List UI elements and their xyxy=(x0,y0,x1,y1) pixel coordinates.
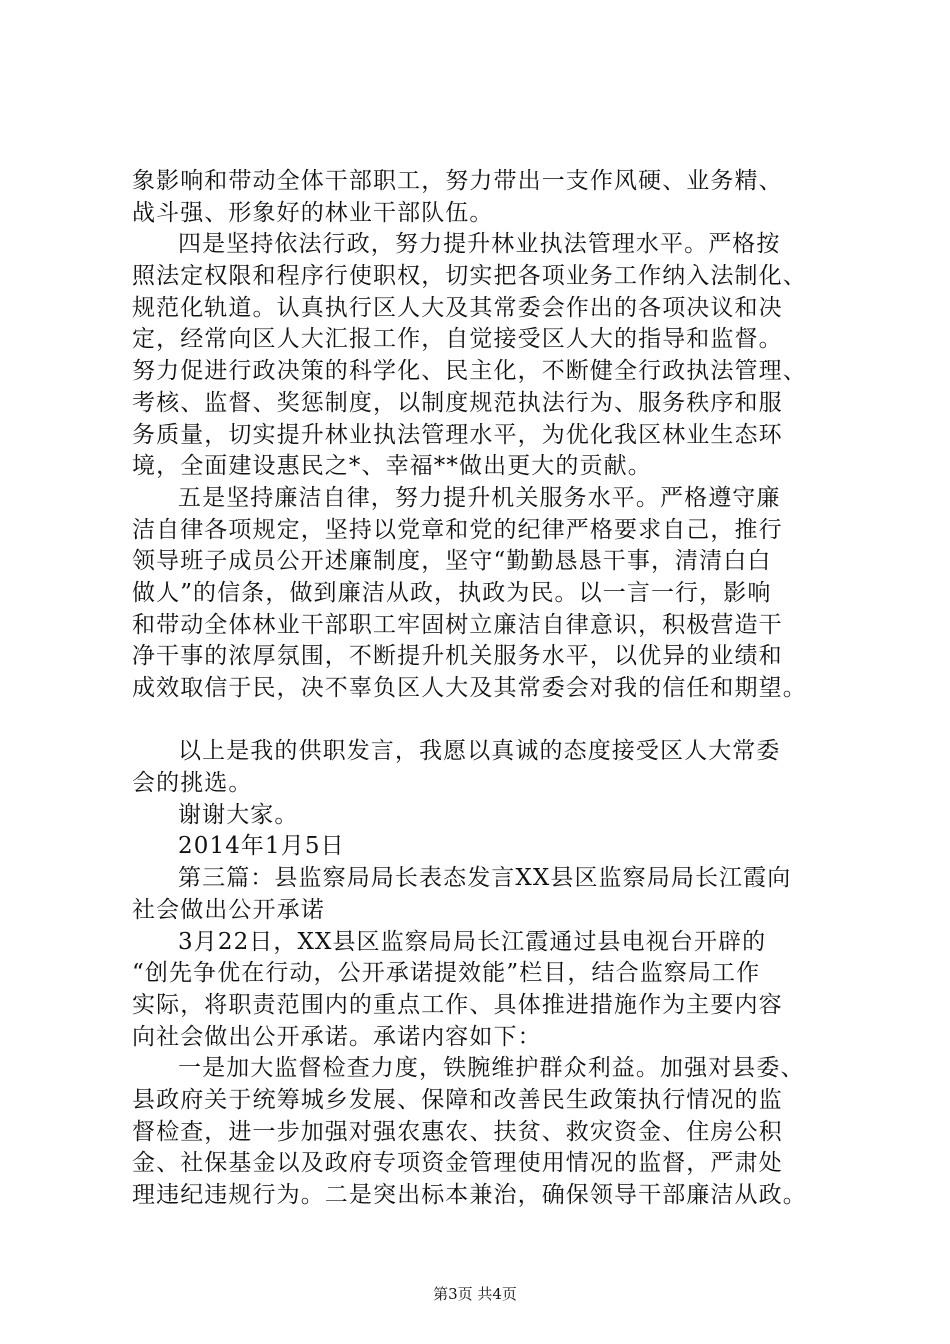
text-line: 理违纪违规行为。二是突出标本兼治，确保领导干部廉洁从政。 xyxy=(132,1182,807,1208)
document-body xyxy=(132,166,854,1212)
text-line: 会的挑选。 xyxy=(132,770,253,797)
text-line: 2014年1月5日 xyxy=(178,833,345,860)
text-line: 照法定权限和程序行使职权，切实把各项业务工作纳入法制化、 xyxy=(132,263,807,290)
text-line: 金、社保基金以及政府专项资金管理使用情况的监督，严肃处 xyxy=(132,1150,783,1177)
text-line: 和带动全体林业干部职工牢固树立廉洁自律意识，积极营造干 xyxy=(132,611,783,638)
page-footer: 第3页 共4页 xyxy=(433,1285,517,1303)
text-line: 规范化轨道。认真执行区人大及其常委会作出的各项决议和决 xyxy=(132,294,783,321)
text-line: 努力促进行政决策的科学化、民主化，不断健全行政执法管理、 xyxy=(132,358,807,385)
text-line: 象影响和带动全体干部职工，努力带出一支作风硬、业务精、 xyxy=(132,168,783,194)
text-line: 考核、监督、奖惩制度，以制度规范执法行为、服务秩序和服 xyxy=(132,389,783,416)
text-line: 第三篇：县监察局局长表态发言XX县区监察局局长江霞向 xyxy=(178,865,792,892)
text-line: 战斗强、形象好的林业干部队伍。 xyxy=(132,199,494,226)
text-line: “创先争优在行动，公开承诺提效能”栏目，结合监察局工作 xyxy=(132,960,761,987)
text-line: 成效取信于民，决不辜负区人大及其常委会对我的信任和期望。 xyxy=(132,675,807,701)
text-line: 督检查，进一步加强对强农惠农、扶贫、救灾资金、住房公积 xyxy=(132,1118,783,1145)
text-line: 四是坚持依法行政，努力提升林业执法管理水平。严格按 xyxy=(178,231,781,258)
text-line: 县政府关于统筹城乡发展、保障和改善民生政策执行情况的监 xyxy=(132,1086,783,1113)
text-line: 领导班子成员公开述廉制度，坚守“勤勤恳恳干事，清清白白 xyxy=(132,548,772,575)
text-line: 谢谢大家。 xyxy=(178,801,299,828)
text-line: 以上是我的供职发言，我愿以真诚的态度接受区人大常委 xyxy=(178,738,781,765)
text-line: 3月22日，XX县区监察局局长江霞通过县电视台开辟的 xyxy=(178,928,767,955)
text-line: 社会做出公开承诺 xyxy=(132,896,325,923)
text-line: 定，经常向区人大汇报工作，自觉接受区人大的指导和监督。 xyxy=(132,326,783,353)
text-line: 实际，将职责范围内的重点工作、具体推进措施作为主要内容 xyxy=(132,991,783,1018)
text-line: 一是加大监督检查力度，铁腕维护群众利益。加强对县委、 xyxy=(178,1055,805,1082)
paragraph-gap xyxy=(132,705,854,737)
text-line: 五是坚持廉洁自律，努力提升机关服务水平。严格遵守廉 xyxy=(178,484,781,511)
text-line: 境，全面建设惠民之*、幸福**做出更大的贡献。 xyxy=(132,453,652,480)
text-line: 向社会做出公开承诺。承诺内容如下： xyxy=(132,1023,542,1050)
text-line: 做人”的信条，做到廉洁从政，执政为民。以一言一行，影响 xyxy=(132,579,772,606)
text-line: 净干事的浓厚氛围，不断提升机关服务水平，以优异的业绩和 xyxy=(132,643,783,670)
text-line: 洁自律各项规定，坚持以党章和党的纪律严格要求自己，推行 xyxy=(132,516,783,543)
text-line: 务质量，切实提升林业执法管理水平，为优化我区林业生态环 xyxy=(132,421,783,448)
